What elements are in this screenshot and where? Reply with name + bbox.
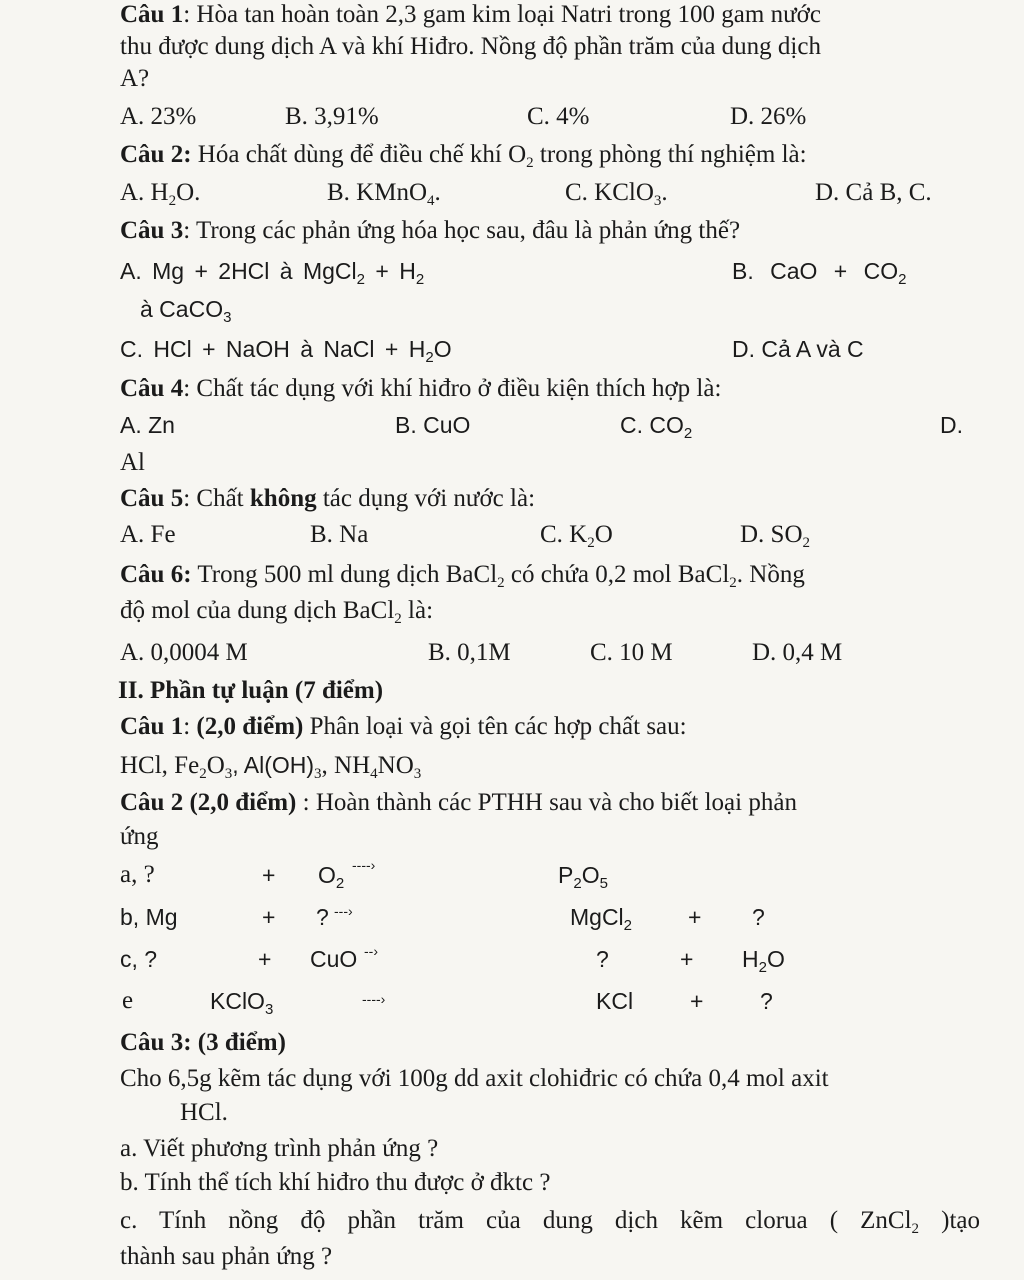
q5-label: Câu 5: [120, 485, 184, 512]
q6-stem: [120, 560, 805, 590]
e3-part-c-line2: thành sau phản ứng ?: [120, 1243, 333, 1270]
q3-option-a: [120, 256, 424, 286]
e2-e-label: e: [122, 987, 134, 1014]
e1-f1s: 2: [199, 766, 207, 782]
e1-f5s: 3: [413, 766, 422, 782]
e1-f4s: 4: [370, 766, 378, 782]
e2-b-plus2: +: [688, 904, 702, 930]
e2-c-product2: [742, 944, 785, 974]
q3-label: Câu 3: [120, 217, 184, 244]
e1-stem: [120, 712, 687, 742]
q2-text-post: trong phòng thí nghiệm là:: [533, 141, 807, 168]
q4-option-a: A. Zn: [120, 412, 175, 438]
q1-line2: [120, 32, 821, 62]
q4-option-b: B. CuO: [395, 412, 471, 438]
q2-text: Hóa chất dùng để điều chế khí O: [191, 141, 527, 168]
e2-c-product1: ?: [596, 946, 609, 972]
e2-c-plus: +: [258, 946, 272, 972]
q1-text1: : Hòa tan hoàn toàn 2,3 gam kim loại Natri trong 100 gam nước: [183, 1, 821, 28]
e2-e-r: KClO: [210, 988, 265, 1014]
e1-f2: O: [206, 752, 225, 779]
e1-compounds: [120, 750, 421, 781]
e1-label: Câu 1: [120, 713, 184, 740]
q5-d-sub: 2: [802, 535, 811, 551]
q1-line3: [120, 64, 149, 94]
e2-a-p: P: [558, 862, 574, 888]
e2-a-label: a, ?: [120, 861, 155, 888]
e2-a-p-sub: 2: [573, 875, 582, 892]
q5-c-text: C. K: [540, 521, 588, 548]
e2-a-o-sub: 5: [599, 875, 608, 892]
e1-text: Phân loại và gọi tên các hợp chất sau:: [303, 713, 687, 740]
q3-b-text: B. CaO + CO: [732, 258, 899, 284]
e3-c-post: )tạo: [919, 1207, 980, 1234]
e2-e-product: KCl: [596, 988, 634, 1014]
e2-stem: [120, 788, 797, 818]
e1-f2s: 3: [224, 766, 233, 782]
q3-b2-text: à CaCO: [140, 296, 224, 322]
q6-option-d: D. 0,4 M: [752, 639, 843, 666]
e2-e-plus: +: [690, 988, 704, 1014]
e3-part-c: [120, 1206, 980, 1236]
q1-option-b: B. 3,91%: [285, 103, 379, 130]
q3-b-sub: 2: [898, 271, 907, 288]
q5-c-sub: 2: [587, 535, 595, 551]
q3-stem: [120, 216, 740, 246]
q2-stem: [120, 140, 807, 170]
e2-a-reagent-sub: 2: [335, 875, 345, 892]
q4-c-sub: 2: [683, 425, 693, 442]
q6-text-post: . Nồng: [736, 561, 805, 588]
q6-stem-line2: [120, 596, 433, 626]
q5-option-d: [740, 520, 810, 550]
e1-f5: NO: [377, 752, 414, 779]
e2-e-arrow: ----›: [362, 991, 386, 1007]
part2-title: II. Phần tự luận (7 điểm): [118, 677, 384, 704]
e2-a-reagent: [318, 860, 344, 890]
q5-option-c: [540, 520, 613, 550]
q2-c-text: C. KClO: [565, 179, 654, 206]
q3-a-sub2: 2: [415, 271, 425, 288]
q5-bold: không: [249, 485, 317, 512]
e2-a-product: [558, 860, 608, 890]
q2-option-d: D. Cả B, C.: [815, 179, 932, 206]
e2-b-arrow: ---›: [334, 903, 353, 919]
part2-heading: [118, 676, 383, 706]
e3-heading: [120, 1028, 286, 1058]
q6-option-b: B. 0,1M: [428, 639, 511, 666]
q3-a-text: A. Mg + 2HCl à MgCl: [120, 258, 357, 284]
q6-option-a: A. 0,0004 M: [120, 639, 248, 666]
q3-c-post: O: [433, 336, 452, 362]
e2-text: : Hoàn thành các PTHH sau và cho biết loại phản: [296, 789, 797, 816]
q5-text: : Chất: [183, 485, 250, 512]
e2-a-arrow: ----›: [352, 857, 376, 873]
e3-c-sub: 2: [911, 1221, 920, 1237]
q4-label: Câu 4: [120, 375, 184, 402]
q3-option-b-cont: [140, 294, 231, 324]
e3-part-a: a. Viết phương trình phản ứng ?: [120, 1135, 439, 1162]
q2-a-post: O.: [176, 179, 201, 206]
q4-option-c: [620, 410, 692, 440]
q3-a-mid: + H: [365, 258, 416, 284]
e2-c-h: H: [742, 946, 759, 972]
q6-option-c: C. 10 M: [590, 639, 673, 666]
e2-c-arrow: --›: [364, 943, 378, 959]
e1-text-pre: :: [183, 713, 197, 740]
q3-b2-sub: 3: [223, 309, 232, 326]
e2-a-o: O: [581, 862, 600, 888]
e3-text2: HCl.: [180, 1099, 228, 1126]
q1-option-c: C. 4%: [527, 103, 590, 130]
e2-b-plus: +: [262, 904, 276, 930]
q6-text-mid: có chứa 0,2 mol BaCl: [504, 561, 730, 588]
e1-f3: , Al(OH): [232, 752, 315, 778]
e2-a-plus: +: [262, 862, 276, 888]
e3-text1: Cho 6,5g kẽm tác dụng với 100g dd axit clohiđric có chứa 0,4 mol axit: [120, 1065, 829, 1092]
q2-b-text: B. KMnO: [327, 179, 428, 206]
q2-c-sub: 3: [653, 193, 662, 209]
q2-option-c: [565, 178, 668, 208]
q1-option-d: D. 26%: [730, 103, 807, 130]
e2-c-plus2: +: [680, 946, 694, 972]
e2-stem-line2: ứng: [120, 823, 159, 850]
e2-e-unknown: ?: [760, 988, 773, 1014]
q2-b-sub: 4: [427, 193, 435, 209]
e2-b-p-sub: 2: [623, 917, 633, 934]
q2-sub: 2: [526, 155, 534, 171]
q2-a-sub: 2: [168, 193, 177, 209]
q3-a-sub1: 2: [356, 271, 365, 288]
q3-c-sub: 2: [425, 349, 434, 366]
q5-option-b: B. Na: [310, 521, 369, 548]
q6-sub2: 2: [729, 575, 737, 591]
q4-c-text: C. CO: [620, 412, 684, 438]
q6-label: Câu 6:: [120, 561, 192, 588]
e2-a-reagent-text: O: [318, 862, 336, 888]
q6-sub1: 2: [497, 575, 505, 591]
q6-text2-sub: 2: [394, 611, 402, 627]
e2-label: Câu 2 (2,0 điểm): [120, 789, 297, 816]
q5-option-a: A. Fe: [120, 521, 176, 548]
e3-label: Câu 3: (3 điểm): [120, 1029, 286, 1056]
q2-option-a: [120, 178, 200, 208]
q3-c-text: C. HCl + NaOH à NaCl + H: [120, 336, 426, 362]
e2-e-reagent: [210, 986, 273, 1016]
q3-text: : Trong các phản ứng hóa học sau, đâu là phản ứng thế?: [183, 217, 741, 244]
q5-c-post: O: [594, 521, 613, 548]
q4-stem: [120, 374, 721, 404]
q4-option-d: D.: [940, 412, 963, 438]
e2-b-product: [570, 902, 632, 932]
e1-f1: HCl, Fe: [120, 752, 200, 779]
e2-c-o: O: [766, 946, 785, 972]
q6-text: Trong 500 ml dung dịch BaCl: [191, 561, 498, 588]
q6-text2: độ mol của dung dịch BaCl: [120, 597, 395, 624]
q1-line1: [120, 0, 821, 30]
q1-text3: A?: [120, 65, 150, 92]
e1-f3s: 3: [314, 766, 322, 782]
q3-option-b: [732, 256, 906, 286]
q4-text: : Chất tác dụng với khí hiđro ở điều kiện thích hợp là:: [183, 375, 722, 402]
e1-f4: , NH: [321, 752, 371, 779]
q1-option-a: A. 23%: [120, 103, 197, 130]
e1-points: (2,0 điểm): [196, 713, 304, 740]
q1-label: Câu 1: [120, 1, 184, 28]
e2-b-label: b, Mg: [120, 904, 178, 930]
q2-option-b: [327, 178, 441, 208]
e3-part-b: b. Tính thể tích khí hiđro thu được ở đktc ?: [120, 1169, 551, 1196]
q5-stem: [120, 484, 535, 514]
e2-e-r-sub: 3: [264, 1001, 274, 1018]
q1-text2: thu được dung dịch A và khí Hiđro. Nồng độ phần trăm của dung dịch: [120, 33, 821, 60]
e2-b-unknown: ?: [752, 904, 765, 930]
q3-option-d: D. Cả A và C: [732, 336, 864, 362]
e2-c-reagent: CuO: [310, 946, 358, 972]
q2-a-text: A. H: [120, 179, 169, 206]
e2-c-label: c, ?: [120, 946, 158, 972]
q6-text2-post: là:: [401, 597, 434, 624]
e2-b-reagent: ?: [316, 904, 329, 930]
e2-c-h-sub: 2: [758, 959, 767, 976]
q5-text-post: tác dụng với nước là:: [316, 485, 536, 512]
e3-c-text: c. Tính nồng độ phần trăm của dung dịch kẽm clorua ( ZnCl: [120, 1207, 912, 1234]
q2-b-post: .: [434, 179, 441, 206]
q4-option-d-value: Al: [120, 449, 145, 476]
e2-b-p: MgCl: [570, 904, 624, 930]
q3-option-c: [120, 334, 452, 364]
q2-c-post: .: [661, 179, 668, 206]
q2-label: Câu 2:: [120, 141, 192, 168]
q5-d-text: D. SO: [740, 521, 803, 548]
